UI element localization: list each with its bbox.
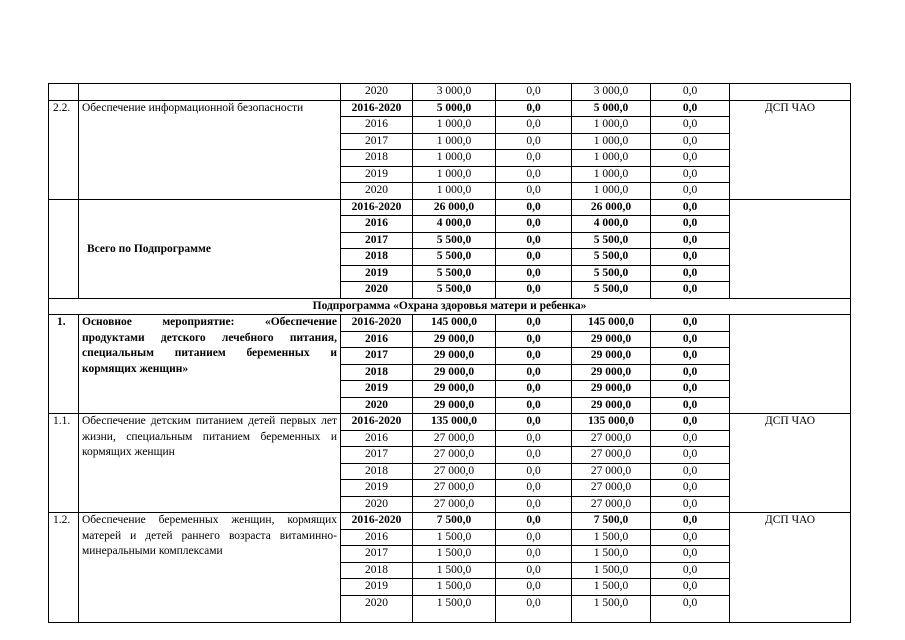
cell-value: 0,0	[496, 562, 572, 579]
cell-value: 0,0	[651, 447, 730, 464]
cell-value: 0,0	[651, 595, 730, 622]
cell-value: 0,0	[651, 216, 730, 233]
cell-value: 0,0	[496, 397, 572, 414]
cell-value: 29 000,0	[572, 331, 651, 348]
cell-value: 29 000,0	[572, 364, 651, 381]
cell-value: 0,0	[651, 315, 730, 332]
item-number: 1.1.	[49, 414, 79, 513]
item-executor: ДСП ЧАО	[730, 100, 851, 199]
cell-value: 0,0	[496, 595, 572, 622]
table-row	[49, 513, 851, 530]
cell-year: 2016-2020	[341, 315, 413, 332]
cell-executor	[730, 84, 851, 101]
item-number: 2.2.	[49, 100, 79, 199]
cell-total: 27 000,0	[413, 496, 496, 513]
cell-year: 2018	[341, 463, 413, 480]
cell-value: 0,0	[651, 562, 730, 579]
cell-value: 0,0	[651, 414, 730, 431]
cell-value: 0,0	[496, 463, 572, 480]
cell-year: 2018	[341, 150, 413, 167]
cell-total: 27 000,0	[413, 430, 496, 447]
cell-value: 4 000,0	[572, 216, 651, 233]
cell-total: 29 000,0	[413, 381, 496, 398]
cell-year: 2018	[341, 249, 413, 266]
cell-value: 0,0	[496, 579, 572, 596]
cell-total: 1 000,0	[413, 183, 496, 200]
cell-total: 135 000,0	[413, 414, 496, 431]
item-executor	[730, 315, 851, 414]
item-executor: ДСП ЧАО	[730, 513, 851, 623]
cell-value: 5 000,0	[572, 100, 651, 117]
cell-year: 2017	[341, 232, 413, 249]
section-title: Подпрограмма «Охрана здоровья матери и ребенка»	[49, 298, 851, 315]
item-name: Обеспечение информационной безопасности	[79, 100, 341, 199]
cell-total: 29 000,0	[413, 397, 496, 414]
table-row	[49, 84, 851, 101]
cell-year: 2017	[341, 133, 413, 150]
cell-year: 2019	[341, 166, 413, 183]
cell-value: 1 500,0	[572, 546, 651, 563]
cell-value: 0,0	[496, 249, 572, 266]
cell-total: 29 000,0	[413, 364, 496, 381]
cell-total: 1 500,0	[413, 529, 496, 546]
cell-value: 1 000,0	[572, 117, 651, 134]
cell-total: 5 500,0	[413, 232, 496, 249]
cell-year: 2020	[341, 397, 413, 414]
cell-total: 1 500,0	[413, 562, 496, 579]
cell-year: 2016-2020	[341, 199, 413, 216]
cell-value: 0,0	[496, 331, 572, 348]
cell-total: 4 000,0	[413, 216, 496, 233]
cell-total: 27 000,0	[413, 447, 496, 464]
table-row	[49, 414, 851, 431]
cell-value: 0,0	[651, 183, 730, 200]
cell-year: 2018	[341, 562, 413, 579]
cell-value: 5 500,0	[572, 249, 651, 266]
cell-value: 0,0	[651, 579, 730, 596]
cell-value: 1 000,0	[572, 133, 651, 150]
cell-year: 2019	[341, 480, 413, 497]
cell-value: 1 500,0	[572, 562, 651, 579]
cell-value: 0,0	[651, 513, 730, 530]
cell-value: 0,0	[496, 199, 572, 216]
cell-value: 0,0	[651, 529, 730, 546]
cell-year: 2016	[341, 117, 413, 134]
cell-value: 27 000,0	[572, 480, 651, 497]
cell-total: 1 000,0	[413, 133, 496, 150]
cell-value: 0,0	[651, 348, 730, 365]
cell-year: 2020	[341, 595, 413, 622]
cell-value: 1 000,0	[572, 166, 651, 183]
cell-value: 0,0	[651, 282, 730, 299]
cell-total: 3 000,0	[413, 84, 496, 101]
item-name: Обеспечение детским питанием детей первых лет жизни, специальным питанием беременных и кормящих женщин	[79, 414, 341, 513]
cell-value: 0,0	[496, 546, 572, 563]
table-row	[49, 315, 851, 332]
cell-value: 0,0	[496, 133, 572, 150]
cell-value: 0,0	[496, 232, 572, 249]
cell-value: 1 000,0	[572, 150, 651, 167]
cell-executor	[730, 199, 851, 298]
cell-value: 29 000,0	[572, 348, 651, 365]
cell-value: 27 000,0	[572, 496, 651, 513]
cell-value: 0,0	[496, 480, 572, 497]
cell-total: 29 000,0	[413, 331, 496, 348]
cell-value: 1 000,0	[572, 183, 651, 200]
cell-total: 5 500,0	[413, 249, 496, 266]
cell-year: 2020	[341, 183, 413, 200]
cell-total: 5 000,0	[413, 100, 496, 117]
cell-total: 7 500,0	[413, 513, 496, 530]
cell-year: 2016-2020	[341, 414, 413, 431]
cell-value: 0,0	[496, 166, 572, 183]
cell-value: 27 000,0	[572, 463, 651, 480]
cell-value: 0,0	[651, 397, 730, 414]
cell-value: 0,0	[496, 414, 572, 431]
cell-value: 5 500,0	[572, 265, 651, 282]
cell-value: 0,0	[651, 546, 730, 563]
cell-value: 0,0	[496, 282, 572, 299]
cell-value: 0,0	[496, 150, 572, 167]
cell-value: 0,0	[496, 117, 572, 134]
cell-num	[49, 199, 79, 298]
cell-year: 2019	[341, 265, 413, 282]
cell-value: 145 000,0	[572, 315, 651, 332]
cell-value: 0,0	[651, 480, 730, 497]
cell-value: 0,0	[496, 315, 572, 332]
cell-value: 0,0	[496, 364, 572, 381]
table-row	[49, 199, 851, 216]
cell-total: 1 000,0	[413, 150, 496, 167]
item-number: 1.	[49, 315, 79, 414]
section-row	[49, 298, 851, 315]
item-name: Основное мероприятие: «Обеспечение продуктами детского лечебного питания, специальным питанием беременных и кормящих женщин»	[79, 315, 341, 414]
cell-value: 5 500,0	[572, 282, 651, 299]
cell-value: 0,0	[651, 496, 730, 513]
cell-value: 0,0	[496, 84, 572, 101]
cell-value: 0,0	[651, 232, 730, 249]
subprogram-total-label: Всего по Подпрограмме	[79, 199, 341, 298]
cell-year: 2017	[341, 546, 413, 563]
cell-value: 0,0	[651, 117, 730, 134]
document-page	[48, 83, 850, 623]
cell-value: 26 000,0	[572, 199, 651, 216]
cell-num	[49, 84, 79, 101]
cell-year: 2020	[341, 496, 413, 513]
cell-total: 1 000,0	[413, 166, 496, 183]
cell-value: 0,0	[651, 381, 730, 398]
cell-value: 0,0	[651, 100, 730, 117]
cell-value: 3 000,0	[572, 84, 651, 101]
cell-value: 0,0	[496, 183, 572, 200]
budget-table	[48, 83, 851, 623]
cell-total: 26 000,0	[413, 199, 496, 216]
cell-value: 0,0	[496, 348, 572, 365]
cell-value: 0,0	[496, 100, 572, 117]
cell-year: 2018	[341, 364, 413, 381]
cell-value: 29 000,0	[572, 381, 651, 398]
cell-value: 0,0	[496, 265, 572, 282]
cell-total: 1 500,0	[413, 595, 496, 622]
table-row	[49, 100, 851, 117]
cell-value: 0,0	[651, 430, 730, 447]
item-number: 1.2.	[49, 513, 79, 623]
cell-year: 2020	[341, 84, 413, 101]
cell-value: 0,0	[651, 166, 730, 183]
cell-year: 2019	[341, 381, 413, 398]
cell-value: 0,0	[496, 381, 572, 398]
item-executor: ДСП ЧАО	[730, 414, 851, 513]
cell-value: 0,0	[651, 133, 730, 150]
cell-year: 2016	[341, 430, 413, 447]
cell-total: 27 000,0	[413, 463, 496, 480]
cell-total: 1 000,0	[413, 117, 496, 134]
cell-year: 2016-2020	[341, 100, 413, 117]
cell-value: 27 000,0	[572, 430, 651, 447]
cell-name	[79, 84, 341, 101]
cell-value: 7 500,0	[572, 513, 651, 530]
cell-total: 29 000,0	[413, 348, 496, 365]
cell-value: 1 500,0	[572, 595, 651, 622]
cell-total: 27 000,0	[413, 480, 496, 497]
cell-total: 1 500,0	[413, 579, 496, 596]
cell-year: 2019	[341, 579, 413, 596]
cell-value: 1 500,0	[572, 529, 651, 546]
cell-value: 0,0	[651, 199, 730, 216]
item-name: Обеспечение беременных женщин, кормящих матерей и детей раннего возраста витаминно-минеральными комплексами	[79, 513, 341, 623]
cell-value: 0,0	[496, 430, 572, 447]
cell-year: 2020	[341, 282, 413, 299]
cell-value: 1 500,0	[572, 579, 651, 596]
cell-value: 0,0	[651, 84, 730, 101]
cell-value: 0,0	[651, 463, 730, 480]
cell-value: 135 000,0	[572, 414, 651, 431]
cell-total: 145 000,0	[413, 315, 496, 332]
cell-value: 0,0	[496, 496, 572, 513]
cell-value: 0,0	[651, 331, 730, 348]
cell-value: 0,0	[651, 150, 730, 167]
cell-total: 1 500,0	[413, 546, 496, 563]
cell-value: 27 000,0	[572, 447, 651, 464]
cell-year: 2016	[341, 529, 413, 546]
cell-value: 0,0	[496, 447, 572, 464]
cell-value: 0,0	[651, 364, 730, 381]
cell-total: 5 500,0	[413, 282, 496, 299]
cell-value: 5 500,0	[572, 232, 651, 249]
cell-value: 29 000,0	[572, 397, 651, 414]
cell-year: 2017	[341, 447, 413, 464]
cell-value: 0,0	[651, 249, 730, 266]
cell-value: 0,0	[651, 265, 730, 282]
cell-value: 0,0	[496, 529, 572, 546]
cell-year: 2017	[341, 348, 413, 365]
cell-year: 2016	[341, 216, 413, 233]
cell-value: 0,0	[496, 216, 572, 233]
cell-total: 5 500,0	[413, 265, 496, 282]
cell-year: 2016	[341, 331, 413, 348]
cell-year: 2016-2020	[341, 513, 413, 530]
cell-value: 0,0	[496, 513, 572, 530]
